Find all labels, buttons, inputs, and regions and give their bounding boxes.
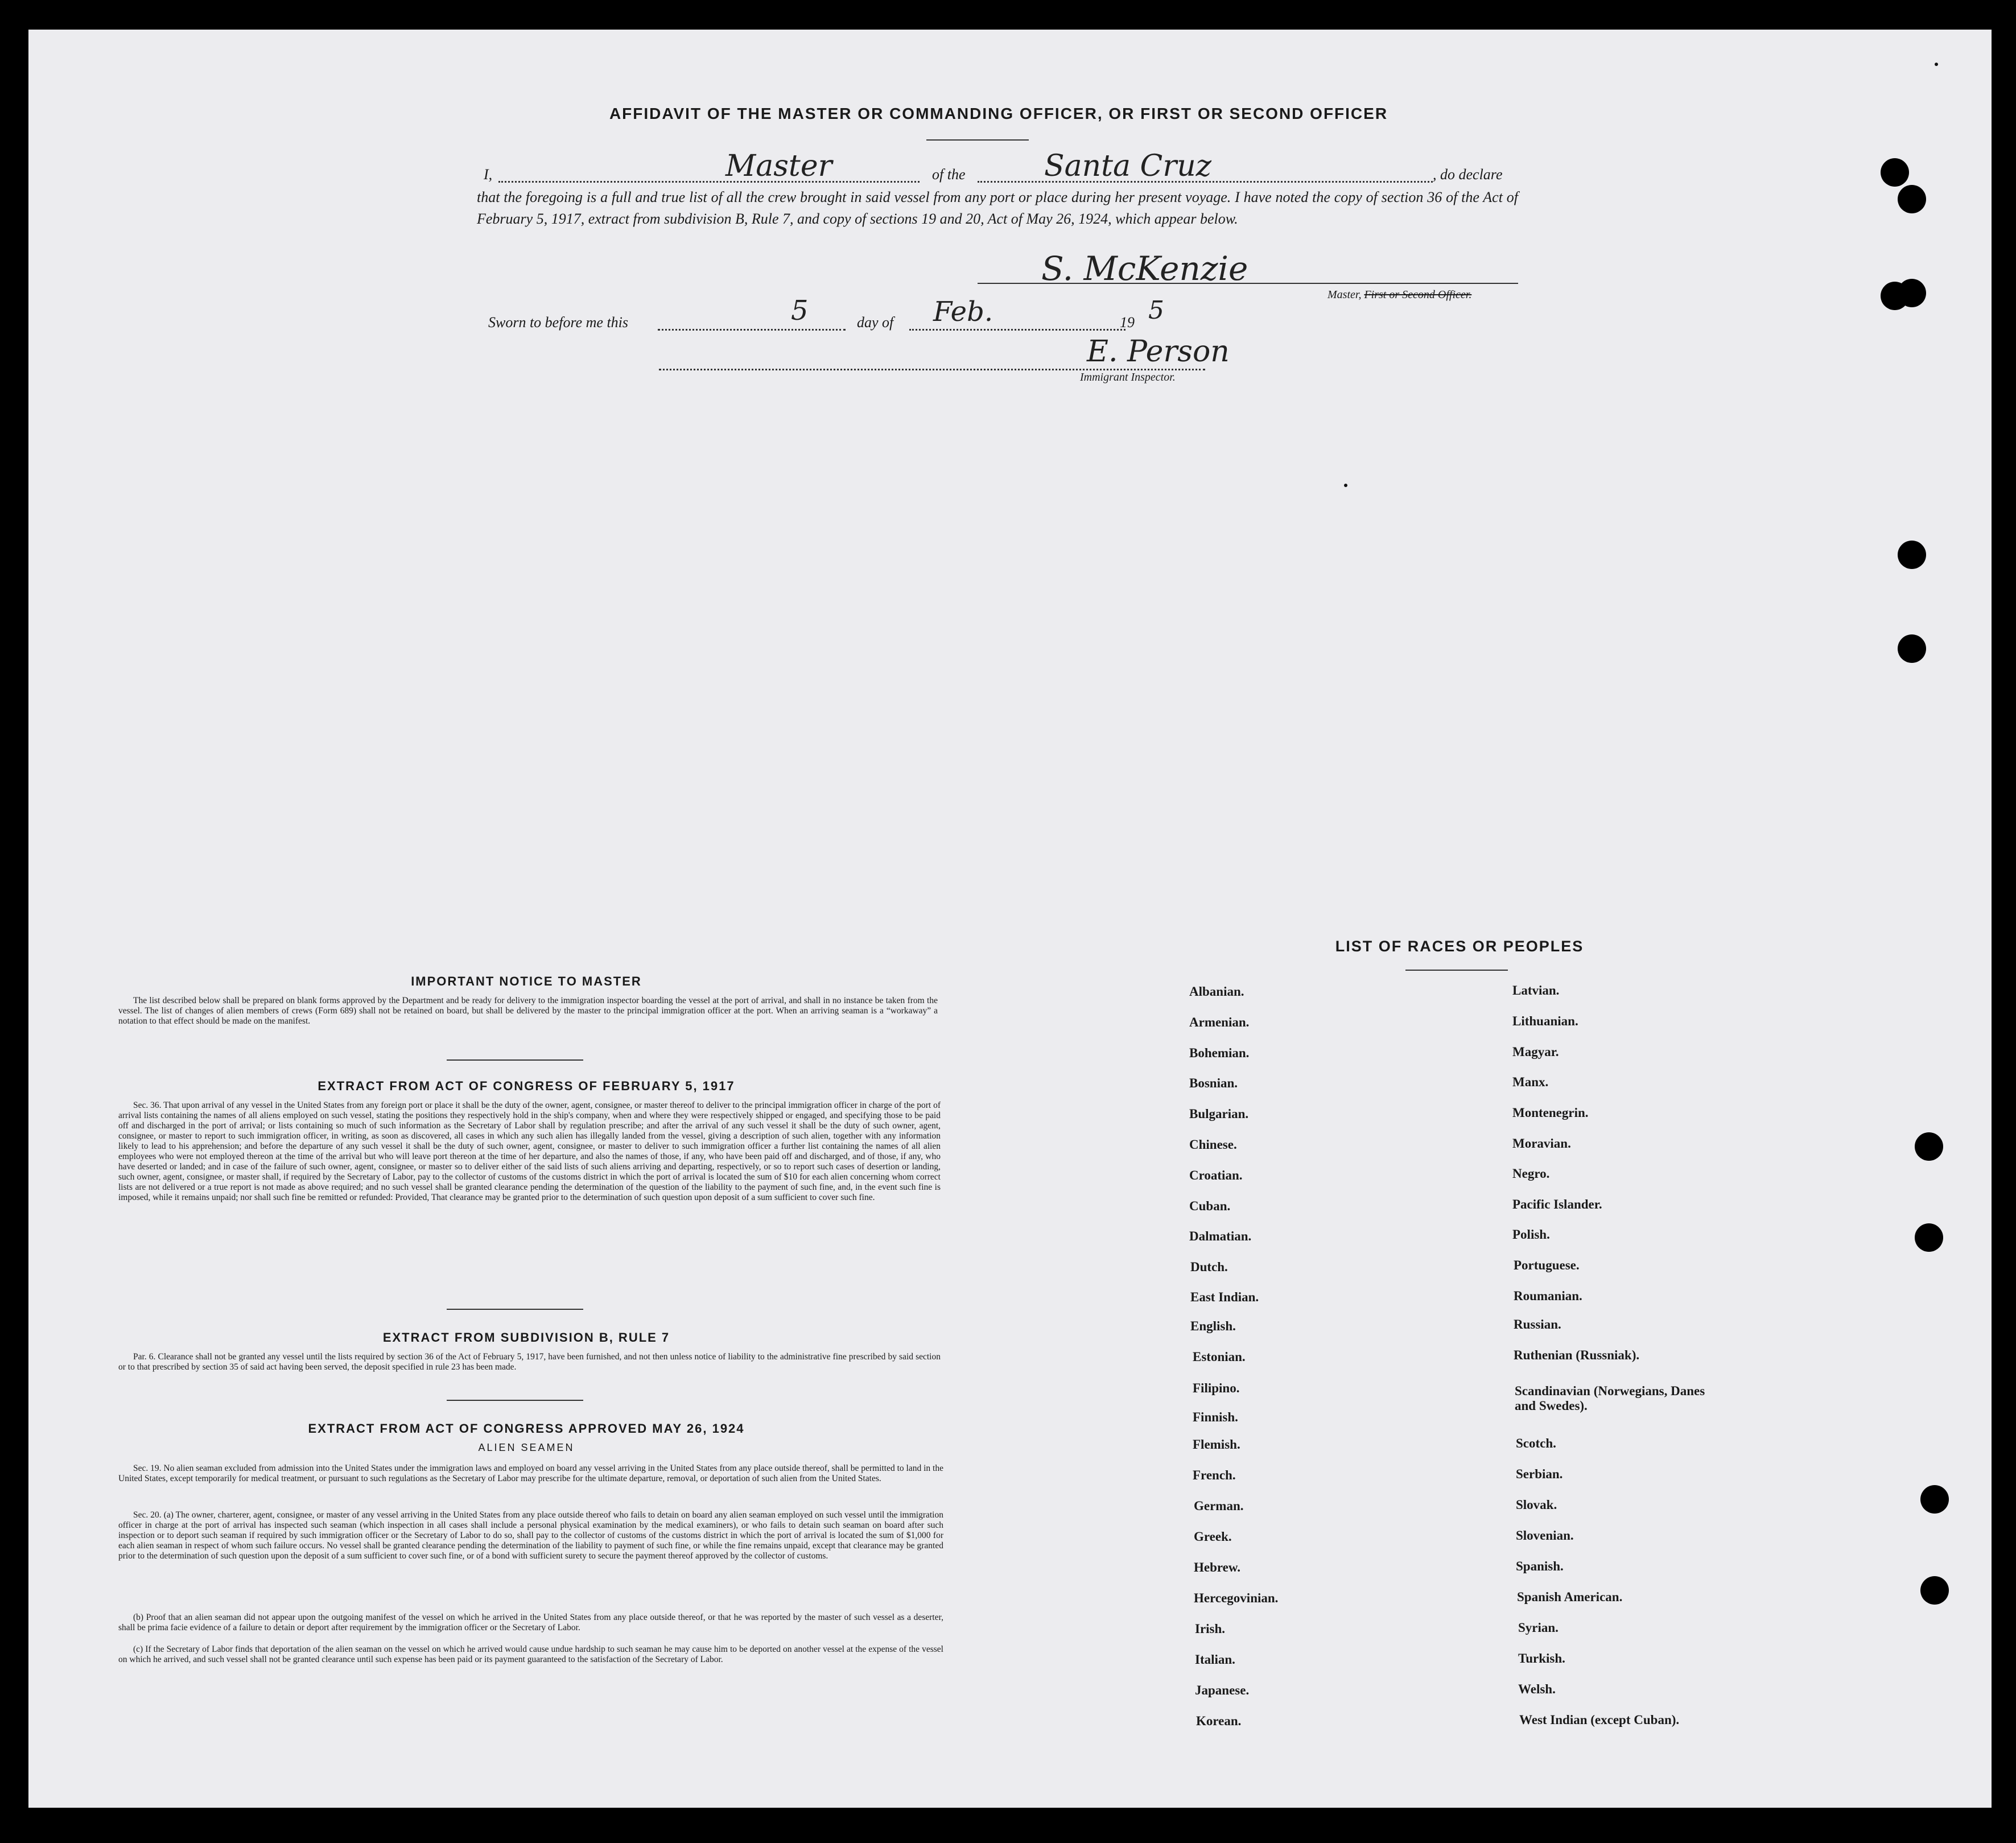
race-item: Magyar.	[1512, 1045, 1559, 1059]
day-of-label: day of	[857, 314, 894, 331]
race-item: West Indian (except Cuban).	[1519, 1713, 1680, 1727]
race-item: Serbian.	[1516, 1467, 1563, 1481]
extract-1917-text: Sec. 36. That upon arrival of any vessel in the United States from any foreign port or place it shall be the duty of the owner, agent, consignee, or master thereof to deliver to the principal immigration officer in charge of the port of arrival lists containing the names of all aliens employed on such vessel, stating the positions they respectively hold in the ship's company, when and where they were respectively shipped or engaged, and specifying those to be paid off and discharged in the port of arrival; or lists containing so much of such information as the Secretary of Labor shall by regulation prescribe; and after the arrival of any such vessel it shall be the duty of such owner, agent, consignee, or master to report to such immigration officer, in writing, as soon as discovered, all cases in which any such alien has illegally landed from the vessel, giving a description of such alien, together with any information likely to lead to his apprehension; and before the departure of any such vessel it shall be the duty of such owner, agent, consignee, or master to deliver to such immigration officer a further list containing the names of all alien employees who were not employed thereon at the time of the arrival but who will leave port thereon at the time of her departure, and also the names of those, if any, who have been paid off and discharged, and of those, if any, who have deserted or landed; and in case of the failure of such owner, agent, consignee, or master so to deliver either of the said lists of such aliens arriving and departing, respectively, or so to report such cases of desertion or landing, such owner, agent, consignee, or master shall, if required by the Secretary of Labor, pay to the collector of customs of the customs district in which the port of arrival is located the sum of $10 for each alien concerning whom correct lists are not delivered or a true report is not made as above required; and no such vessel shall be granted clearance pending the determination of the question of the liability to the payment of such fine, and, in the event such fine is imposed, while it remains unpaid; nor shall such fine be remitted or refunded: Provided, That clearance may be granted prior to the determination of such question upon deposit of a sum sufficient to cover such fine.	[118, 1100, 941, 1202]
race-item: French.	[1193, 1468, 1236, 1482]
race-item: Russian.	[1514, 1317, 1561, 1331]
race-item: Montenegrin.	[1512, 1106, 1589, 1120]
race-item: Spanish.	[1516, 1559, 1564, 1573]
race-item: Finnish.	[1193, 1410, 1238, 1424]
handwritten-master-signature: S. McKenzie	[1041, 249, 1248, 288]
extract-1917-title: EXTRACT FROM ACT OF CONGRESS OF FEBRUARY 5, 1917	[318, 1079, 735, 1093]
race-item: Portuguese.	[1514, 1258, 1580, 1272]
punch-hole	[1881, 158, 1909, 187]
extract-1924-sec20c: (c) If the Secretary of Labor finds that deportation of the alien seaman on the vessel on which he arrived would cause undue hardship to such seaman he may cause him to be deported on another vessel at the expense of the vessel on which he arrived, and such vessel shall not be granted clearance until such expense has been paid or its payment guaranteed to the satisfaction of the Secretary of Labor.	[118, 1644, 943, 1664]
sworn-line	[477, 312, 1217, 335]
race-item: German.	[1194, 1499, 1244, 1513]
race-item: Pacific Islander.	[1512, 1197, 1602, 1211]
race-item: Cuban.	[1189, 1199, 1231, 1213]
handwritten-month: Feb.	[933, 296, 993, 328]
race-item: Latvian.	[1512, 983, 1560, 997]
race-item: Japanese.	[1195, 1683, 1250, 1697]
notice-text: The list described below shall be prepared on blank forms approved by the Department and be ready for delivery to the immigration inspector boarding the vessel at the port of arrival, and shall in no instance be taken from the vessel. The list of changes of alien members of crews (Form 689) shall not be retained on board, but shall be delivered by the master to the principal immigration officer at the port. When an arriving seaman is a “workaway” a notation to that effect should be made on the manifest.	[118, 996, 938, 1026]
inspector-signature-line	[659, 369, 1205, 370]
year-prefix: 19	[1120, 314, 1135, 331]
race-item: Turkish.	[1518, 1651, 1565, 1665]
race-item: Chinese.	[1189, 1137, 1237, 1152]
race-item: Scandinavian (Norwegians, Danes and Swedes).	[1515, 1384, 1705, 1413]
race-item: Scotch.	[1516, 1436, 1556, 1450]
race-item: Korean.	[1196, 1714, 1242, 1728]
punch-hole	[1920, 1485, 1949, 1514]
punch-hole	[1915, 1132, 1943, 1161]
race-item: Greek.	[1194, 1529, 1232, 1544]
punch-hole	[1898, 185, 1926, 213]
race-item: Flemish.	[1193, 1437, 1240, 1452]
race-item: Irish.	[1195, 1622, 1226, 1636]
race-item: Dutch.	[1190, 1260, 1228, 1274]
divider	[447, 1400, 583, 1401]
signature-caption: Master, First or Second Officer.	[1327, 288, 1472, 301]
race-item: Armenian.	[1189, 1015, 1250, 1029]
punch-hole	[1915, 1223, 1943, 1252]
punch-hole	[1920, 1576, 1949, 1605]
race-item: Ruthenian (Russniak).	[1514, 1348, 1640, 1362]
race-item: Welsh.	[1518, 1682, 1556, 1696]
handwritten-inspector-signature: E. Person	[1087, 335, 1230, 369]
race-item: Estonian.	[1193, 1350, 1246, 1364]
race-item: Croatian.	[1189, 1168, 1243, 1182]
race-item: Italian.	[1195, 1652, 1235, 1667]
of-the-label: of the	[932, 166, 966, 183]
speck	[1344, 484, 1347, 487]
punch-hole	[1898, 541, 1926, 569]
race-item: Bosnian.	[1189, 1076, 1238, 1090]
race-item: Filipino.	[1193, 1381, 1240, 1395]
race-item: East Indian.	[1190, 1290, 1259, 1304]
race-item: Slovenian.	[1516, 1528, 1574, 1543]
affidavit-declaration-line	[477, 164, 1518, 185]
extract-1924-sec20a: Sec. 20. (a) The owner, charterer, agent, consignee, or master of any vessel arriving in the United States from any place outside thereof who fails to detain on board any alien seaman employed on such vessel until the immigration officer in charge at the port of arrival has inspected such seaman (which inspection in all cases shall include a personal physical examination by the medical examiners), or who fails to detain such seaman on board after such inspection or to deport such seaman if required by such immigration officer or the Secretary of Labor to do so, shall pay to the collector of customs of the customs district in which the port of arrival is located the sum of $1,000 for each alien seaman in respect of whom such failure occurs. No vessel shall be granted clearance pending the determination of the liability to payment of such fine, or while the fine remains unpaid, except that clearance may be granted prior to the determination of such question upon the deposit of a sum sufficient to cover such fine, or of a bond with sufficient surety to secure the payment thereof approved by the collector of customs.	[118, 1510, 943, 1561]
race-item: Bohemian.	[1189, 1046, 1250, 1060]
inspector-caption: Immigrant Inspector.	[1080, 371, 1176, 384]
handwritten-vessel-name: Santa Cruz	[1044, 149, 1212, 183]
i-label: I,	[484, 166, 493, 183]
race-item: Manx.	[1512, 1075, 1549, 1089]
speck	[1935, 63, 1938, 66]
races-title-rule	[1405, 970, 1508, 971]
race-item: Slovak.	[1516, 1498, 1557, 1512]
race-item: English.	[1190, 1319, 1236, 1333]
race-item: Albanian.	[1189, 984, 1244, 999]
title-rule	[926, 139, 1029, 141]
notice-title: IMPORTANT NOTICE TO MASTER	[411, 974, 642, 988]
sworn-label: Sworn to before me this	[488, 314, 629, 331]
declare-label: , do declare	[1433, 166, 1503, 183]
race-item: Moravian.	[1512, 1136, 1571, 1151]
divider	[447, 1059, 583, 1061]
affidavit-body: that the foregoing is a full and true list of all the crew brought in said vessel from any port or place during her present voyage. I have noted the copy of section 36 of the Act of February 5, 1917, extract from subdivision B, Rule 7, and copy of sections 19 and 20, Act of May 26, 1924, which appear below.	[477, 189, 1518, 227]
extract-1924-sec19: Sec. 19. No alien seaman excluded from admission into the United States under the immigration laws and employed on board any vessel arriving in the United States from any place outside thereof, shall be permitted to land in the United States, except temporarily for medical treatment, or pursuant to such regulations as the Secretary of Labor may prescribe for the ultimate departure, removal, or deportation of such alien from the United States.	[118, 1463, 943, 1483]
race-item: Syrian.	[1518, 1621, 1559, 1635]
extract-1924-title: EXTRACT FROM ACT OF CONGRESS APPROVED MAY 26, 1924	[308, 1421, 745, 1436]
race-item: Bulgarian.	[1189, 1107, 1249, 1121]
handwritten-day: 5	[791, 295, 809, 327]
alien-seamen-subtitle: ALIEN SEAMEN	[478, 1442, 575, 1453]
handwritten-year: 5	[1148, 296, 1164, 325]
extract-rule7-text: Par. 6. Clearance shall not be granted any vessel until the lists required by section 36 of the Act of February 5, 1917, have been furnished, and not then unless notice of liability to the administrative fine prescribed by said section or to that prescribed by section 35 of said act having been served, the deposit specified in rule 23 has been made.	[118, 1352, 941, 1372]
races-title: LIST OF RACES OR PEOPLES	[1335, 938, 1584, 955]
race-item: Polish.	[1512, 1227, 1550, 1242]
race-item: Lithuanian.	[1512, 1014, 1578, 1028]
race-item: Hercegovinian.	[1194, 1591, 1279, 1605]
extract-1924-sec20b: (b) Proof that an alien seaman did not appear upon the outgoing manifest of the vessel on which he arrived in the United States from any place outside thereof, or that he was reported by the master of such vessel as a deserter, shall be prima facie evidence of a failure to detain or deport after requirement by the immigration officer or the Secretary of Labor.	[118, 1613, 943, 1632]
struck-officer-text: First or Second Officer.	[1364, 288, 1472, 301]
handwritten-rank: Master	[725, 149, 832, 183]
affidavit-title: AFFIDAVIT OF THE MASTER OR COMMANDING OFFICER, OR FIRST OR SECOND OFFICER	[609, 105, 1388, 122]
punch-hole	[1898, 279, 1926, 307]
divider	[447, 1309, 583, 1310]
race-item: Negro.	[1512, 1166, 1550, 1181]
race-item: Dalmatian.	[1189, 1229, 1252, 1243]
race-item: Hebrew.	[1194, 1560, 1240, 1574]
race-item: Roumanian.	[1514, 1289, 1582, 1303]
extract-rule7-title: EXTRACT FROM SUBDIVISION B, RULE 7	[382, 1330, 670, 1345]
punch-hole	[1898, 634, 1926, 663]
race-item: Spanish American.	[1517, 1590, 1623, 1604]
